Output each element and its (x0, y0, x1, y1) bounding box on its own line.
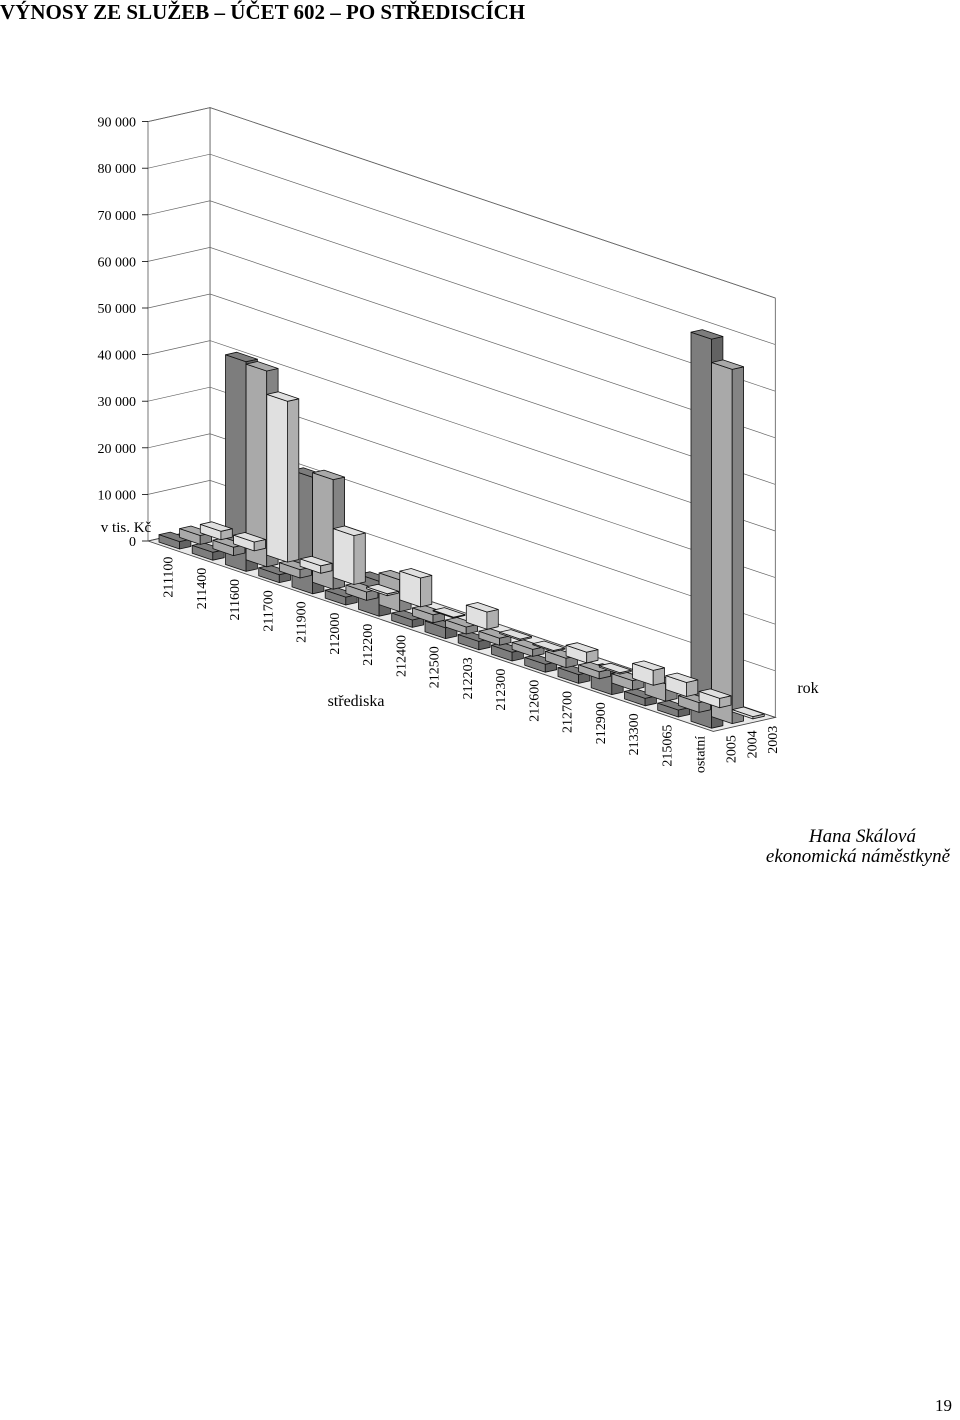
bar-211600-2003 (267, 392, 299, 562)
y-tick-label: 0 (129, 535, 136, 550)
y-axis-title: v tis. Kč (100, 520, 152, 536)
category-label: ostatní (693, 735, 709, 774)
category-label: 211400 (194, 567, 210, 610)
y-tick-label: 50 000 (97, 302, 136, 317)
bar-ostatní-2004 (712, 360, 744, 724)
y-tick-label: 80 000 (97, 162, 136, 178)
bar-211900-2003 (333, 526, 365, 585)
bar-212200-2003 (400, 569, 432, 607)
x-axis-title: střediska (327, 693, 385, 710)
signature-name: Hana Skálová (808, 826, 916, 847)
bar-side-face (420, 575, 431, 607)
bar-side-face (653, 668, 664, 686)
side-wall (148, 108, 210, 541)
y-tick-label: 20 000 (97, 441, 136, 457)
bar-side-face (354, 533, 365, 585)
category-label: 215065 (660, 724, 676, 767)
category-label: 212400 (394, 635, 410, 677)
series-label: 2003 (765, 725, 781, 754)
category-label: 212200 (361, 623, 377, 666)
bar-side-face (487, 610, 498, 630)
category-label: 212000 (327, 612, 343, 655)
y-tick-label: 30 000 (97, 395, 136, 411)
y-tick-label: 70 000 (97, 208, 136, 224)
category-label: 211100 (161, 556, 177, 598)
category-label: 211900 (294, 601, 310, 643)
category-label: 211700 (261, 590, 277, 632)
category-label: 211600 (228, 579, 244, 621)
y-tick-label: 90 000 (97, 115, 136, 131)
bar-front-face (712, 363, 733, 724)
category-label: 212500 (427, 646, 443, 689)
bar-front-face (333, 529, 354, 585)
y-tick-label: 40 000 (97, 348, 136, 364)
bar-side-face (287, 399, 298, 562)
page-title: VÝNOSY ZE SLUŽEB – ÚČET 602 – PO STŘEDISCÍCH (0, 0, 526, 24)
category-label: 212600 (527, 679, 543, 722)
y-tick-label: 60 000 (97, 255, 136, 271)
category-label: 213300 (627, 713, 643, 756)
bar-front-face (691, 332, 712, 728)
category-label: 212900 (593, 702, 609, 745)
series-label: 2005 (724, 735, 740, 764)
category-label: 212700 (560, 691, 576, 733)
z-axis-title: rok (797, 680, 819, 697)
series-label: 2004 (745, 730, 761, 759)
y-tick-label: 10 000 (97, 488, 136, 504)
signature-role: ekonomická náměstkyně (765, 846, 950, 867)
page-number: 19 (935, 1396, 952, 1415)
bar-front-face (267, 394, 288, 562)
category-label: 212300 (494, 668, 510, 711)
bar-side-face (732, 367, 743, 724)
category-label: 212203 (460, 657, 476, 700)
